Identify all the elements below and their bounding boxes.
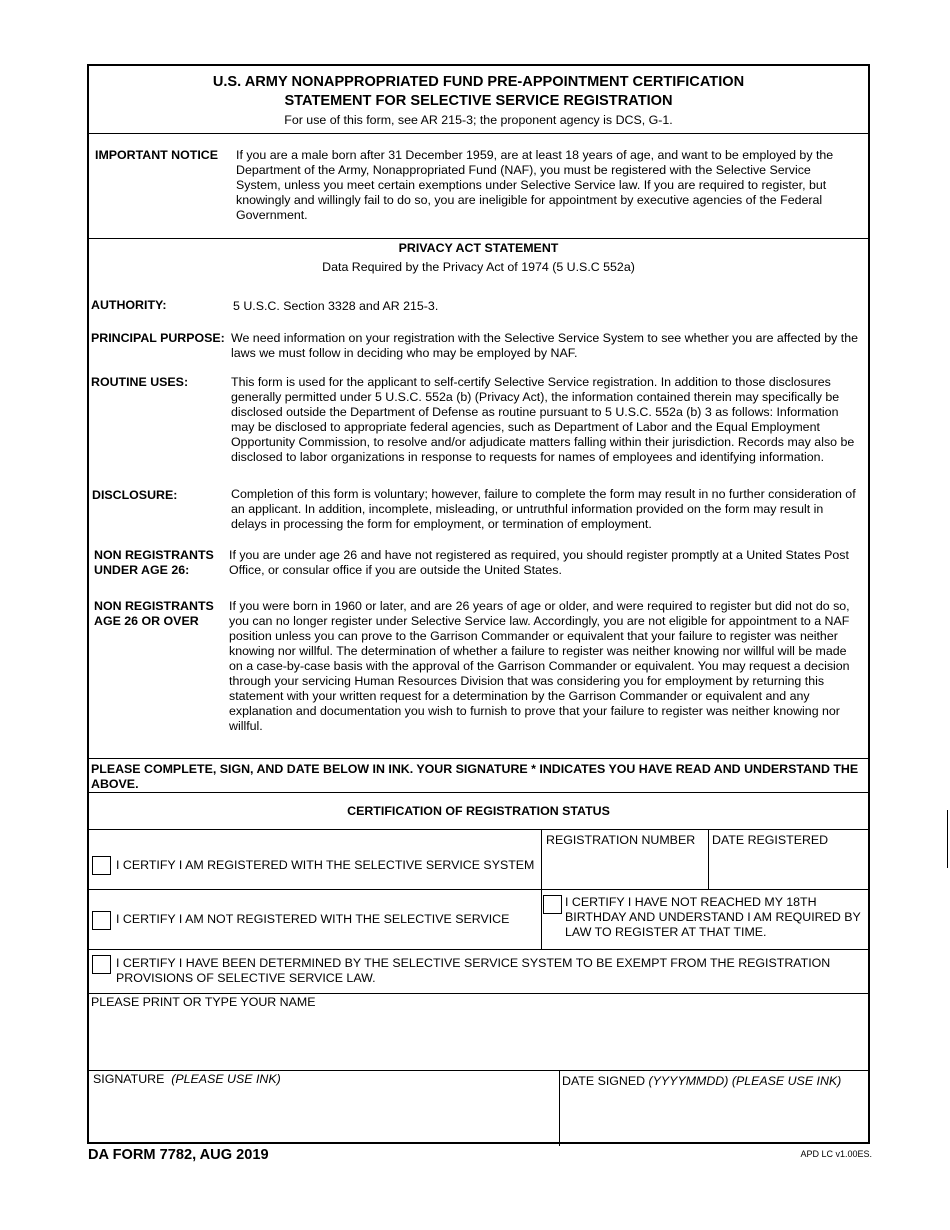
page-edge-mark [947,810,948,868]
privacy-subheading: Data Required by the Privacy Act of 1974 (5 U.S.C 552a) [322,260,635,274]
date-registered-label: DATE REGISTERED [712,833,829,847]
divider [89,792,868,793]
not-registered-option-label: I CERTIFY I AM NOT REGISTERED WITH THE SELECTIVE SERVICE [116,912,510,926]
date-registered-field[interactable] [711,851,866,887]
notice-text: If you are a male born after 31 December 1959, are at least 18 years of age, and want to be employed by the Department of the Army, Nonappropriated Fund (NAF), you must be registered with the Selective Service System, unless you meet certain exemptions under Selective Service law. If you are required to register, but knowingly and willingly fail to do so, you are ineligible for appointment by executive agencies of the Federal Government. [236,148,834,222]
signature-field[interactable] [93,1090,553,1140]
divider [89,949,868,950]
registered-option-label: I CERTIFY I AM REGISTERED WITH THE SELECTIVE SERVICE SYSTEM [116,858,535,872]
privacy-heading: PRIVACY ACT STATEMENT [398,241,559,255]
notice-label: IMPORTANT NOTICE [95,148,218,162]
divider [89,829,868,830]
divider [89,889,868,890]
registration-number-label: REGISTRATION NUMBER [546,833,696,847]
date-signed-field[interactable] [563,1092,863,1140]
purpose-text: We need information on your registration with the Selective Service System to see whether you are affected by the laws we must follow in deciding who may be employed by NAF. [231,331,858,360]
form-subtitle: For use of this form, see AR 215-3; the proponent agency is DCS, G-1. [284,113,673,127]
divider [89,1070,868,1071]
not-18-option-label: I CERTIFY I HAVE NOT REACHED MY 18TH BIRTHDAY AND UNDERSTAND I AM REQUIRED BY LAW TO REGISTER AT THAT TIME. [565,895,861,939]
exempt-checkbox[interactable] [92,955,111,974]
registration-number-field[interactable] [544,851,704,887]
divider [89,238,868,239]
certification-heading: CERTIFICATION OF REGISTRATION STATUS [347,804,610,818]
form-title-line2: STATEMENT FOR SELECTIVE SERVICE REGISTRATION [284,93,673,109]
routine-text: This form is used for the applicant to self-certify Selective Service registration. In addition to those disclosures generally permitted under 5 U.S.C. 552a (b) (Privacy Act), the information contained therein may specifically be disclosed outside the Department of Defense as routine pursuant to 5 U.S.C. 552a (b) 3 as follows: Information may be disclosed to appropriate federal agencies, such as Department of Labor and the Equal Employment Opportunity Commission, to resolve and/or adjudicate matters falling within their jurisdiction. Records may also be disclosed to labor organizations in response to requests for names of employees and identifying information. [231,375,855,464]
form-title-line1: U.S. ARMY NONAPPROPRIATED FUND PRE-APPOINTMENT CERTIFICATION [212,74,745,90]
form-frame [87,64,870,1144]
divider [89,133,868,134]
divider [708,829,709,889]
form-id: DA FORM 7782, AUG 2019 [88,1147,269,1163]
exempt-option-label: I CERTIFY I HAVE BEEN DETERMINED BY THE SELECTIVE SERVICE SYSTEM TO BE EXEMPT FROM THE REGISTRATION PROVISIONS OF SELECTIVE SERVICE LAW. [116,956,831,985]
under26-text: If you are under age 26 and have not registered as required, you should register promptly at a United States Post Office, or consular office if you are outside the United States. [229,548,849,577]
authority-text: 5 U.S.C. Section 3328 and AR 215-3. [233,299,439,313]
name-label: PLEASE PRINT OR TYPE YOUR NAME [91,995,316,1009]
over26-text: If you were born in 1960 or later, and are 26 years of age or older, and were required to register but did not do so, you can no longer register under Selective Service law. Accordingly, you are not eligible for appointment to a NAF position unless you can prove to the Garrison Commander or equivalent that your failure to register was neither knowing nor willful. The determination of whether a failure to register was neither knowing nor willful will be made on a case-by-case basis with the approval of the Garrison Commander or equivalent. You may request a decision through your servicing Human Resources Division that was considering you for employment by returning this statement with your written request for a determination by the Garrison Commander or equivalent and any explanation and documentation you wish to furnish to prove that your failure to register was neither knowing nor willful. [229,599,850,733]
disclosure-text: Completion of this form is voluntary; however, failure to complete the form may result in no further consideration of an applicant. In addition, incomplete, misleading, or untruthful information provided on the form may result in delays in processing the form for employment, or termination of employment. [231,487,856,531]
date-signed-label: DATE SIGNED (YYYYMMDD) (PLEASE USE INK) [562,1074,842,1088]
form-version: APD LC v1.00ES. [800,1149,872,1159]
under26-label: NON REGISTRANTS UNDER AGE 26: [94,548,214,577]
disclosure-label: DISCLOSURE: [92,488,178,502]
divider [559,1070,560,1146]
divider [89,993,868,994]
ink-instruction: PLEASE COMPLETE, SIGN, AND DATE BELOW IN INK. YOUR SIGNATURE * INDICATES YOU HAVE READ AND UNDERSTAND THE ABOVE. [91,762,859,791]
signature-label: SIGNATURE (PLEASE USE INK) [93,1072,281,1086]
not-18-checkbox[interactable] [543,895,562,914]
over26-label: NON REGISTRANTS AGE 26 OR OVER [94,599,214,628]
purpose-label: PRINCIPAL PURPOSE: [91,331,225,345]
not-registered-checkbox[interactable] [92,911,111,930]
name-field[interactable] [91,1012,863,1067]
registered-checkbox[interactable] [92,856,111,875]
authority-label: AUTHORITY: [91,298,167,312]
routine-label: ROUTINE USES: [91,375,189,389]
divider [89,758,868,759]
